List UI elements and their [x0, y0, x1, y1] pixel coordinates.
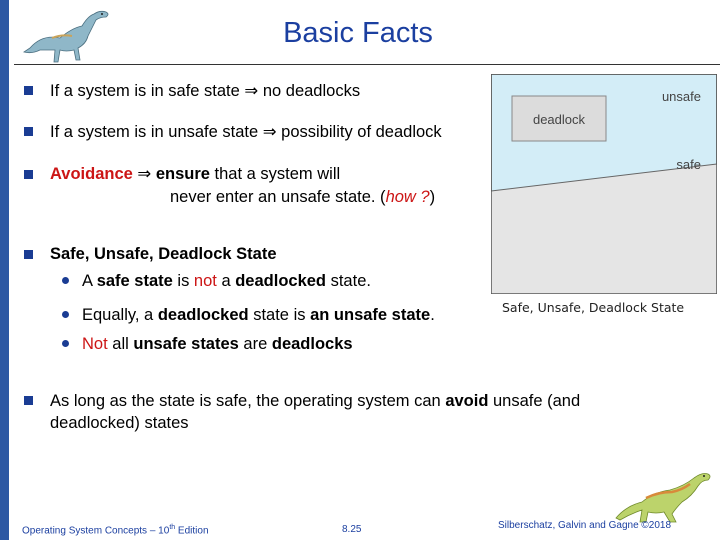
- avoid-term: avoid: [445, 392, 489, 410]
- unsafe-states-term: unsafe states: [133, 335, 239, 353]
- bullet-states-heading: Safe, Unsafe, Deadlock State: [50, 245, 277, 263]
- text: all: [107, 335, 134, 353]
- bullet-unsafe-state: [50, 121, 442, 143]
- sub-bullet-marker: [62, 311, 69, 318]
- avoidance-term: Avoidance: [50, 165, 133, 183]
- dinosaur-logo-icon: [22, 4, 118, 66]
- bullet-avoid-unsafe: [50, 390, 580, 412]
- unsafe-state-term: an unsafe state: [310, 306, 431, 324]
- bullet-marker: [24, 170, 33, 179]
- text: If a system is in safe state: [50, 82, 245, 100]
- deadlocked-term: deadlocked: [235, 272, 327, 290]
- footer-book-title: [22, 524, 209, 536]
- sub-bullet-marker: [62, 277, 69, 284]
- bullet-marker: [24, 250, 33, 259]
- text: ): [429, 188, 436, 206]
- text: .: [430, 306, 435, 324]
- implies-arrow: ⇒: [132, 165, 156, 183]
- text: never enter an unsafe state. (: [170, 188, 386, 206]
- implies-arrow: ⇒: [262, 123, 277, 141]
- footer-page-number: 8.25: [342, 524, 362, 535]
- slide-title: Basic Facts: [283, 17, 433, 49]
- text: A: [82, 272, 97, 290]
- ensure-term: ensure: [155, 165, 210, 183]
- not-term: Not: [82, 335, 108, 353]
- title-divider: [14, 64, 720, 65]
- deadlock-label: deadlock: [532, 112, 586, 127]
- safe-label: safe: [676, 157, 701, 172]
- bullet-safe-state: [50, 80, 360, 102]
- text: possibility of deadlock: [276, 123, 442, 141]
- implies-arrow: ⇒: [244, 82, 259, 100]
- superscript: th: [169, 524, 176, 531]
- text: If a system is in unsafe state: [50, 123, 263, 141]
- text: state.: [326, 272, 371, 290]
- safe-state-term: safe state: [96, 272, 173, 290]
- text: Edition: [175, 525, 209, 537]
- text: is: [172, 272, 194, 290]
- diagram-caption: Safe, Unsafe, Deadlock State: [502, 300, 685, 315]
- footer-authors: Silberschatz, Galvin and Gagne ©2018: [498, 520, 672, 531]
- not-term: not: [193, 272, 217, 290]
- text: Operating System Concepts – 10: [22, 525, 170, 537]
- bullet-avoid-unsafe-line2: deadlocked) states: [50, 414, 189, 432]
- text: state is: [248, 306, 311, 324]
- sub-bullet-not-all-unsafe: [82, 333, 353, 355]
- sub-bullet-safe-not-deadlocked: [82, 270, 371, 292]
- text: no deadlocks: [258, 82, 361, 100]
- text: As long as the state is safe, the operating system can: [50, 392, 446, 410]
- text: that a system will: [209, 165, 341, 183]
- bullet-avoidance: [50, 163, 340, 185]
- left-accent-bar: [0, 0, 9, 540]
- bullet-marker: [24, 86, 33, 95]
- sub-bullet-marker: [62, 340, 69, 347]
- unsafe-label: unsafe: [661, 89, 701, 104]
- bullet-marker: [24, 396, 33, 405]
- dinosaur-footer-icon: [612, 462, 716, 524]
- bullet-avoidance-line2: [170, 186, 435, 208]
- deadlocked-term: deadlocked: [157, 306, 249, 324]
- how-question: how ?: [385, 188, 430, 206]
- sub-bullet-deadlocked-unsafe: [82, 304, 435, 326]
- text: Equally, a: [82, 306, 158, 324]
- text: unsafe (and: [488, 392, 581, 410]
- deadlocks-term: deadlocks: [271, 335, 353, 353]
- bullet-marker: [24, 127, 33, 136]
- text: are: [238, 335, 272, 353]
- text: a: [216, 272, 236, 290]
- state-space-diagram: [491, 74, 717, 294]
